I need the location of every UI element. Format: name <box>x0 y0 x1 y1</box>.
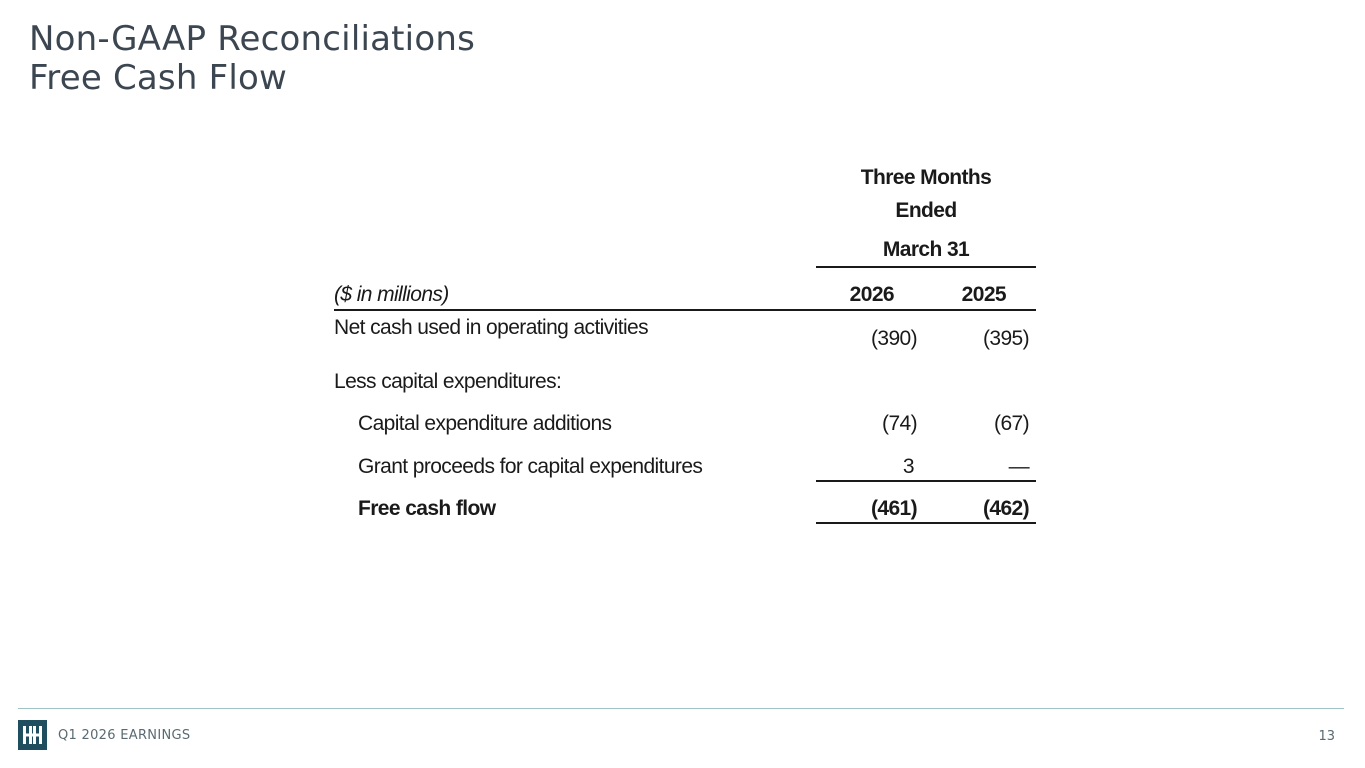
total-rule <box>816 522 1036 524</box>
footer-divider <box>18 708 1344 709</box>
subtotal-rule <box>816 480 1036 482</box>
row-label-free-cash-flow: Free cash flow <box>358 497 496 520</box>
slide-title-line2: Free Cash Flow <box>29 58 288 98</box>
cell-net-cash-operating-2026: (390) <box>870 327 917 350</box>
cell-net-cash-operating-2025: (395) <box>982 327 1029 350</box>
cell-grant-proceeds-2026: 3 <box>902 455 914 478</box>
footer-label: Q1 2026 EARNINGS <box>58 728 191 743</box>
row-label-capex-additions: Capital expenditure additions <box>358 412 612 435</box>
period-header-line2: Ended <box>895 199 957 222</box>
row-label-grant-proceeds: Grant proceeds for capital expenditures <box>358 455 703 478</box>
cell-free-cash-flow-2025: (462) <box>982 497 1029 520</box>
cell-capex-additions-2026: (74) <box>882 412 917 435</box>
row-label-less-capex: Less capital expenditures: <box>334 370 562 393</box>
period-header-rule <box>816 266 1036 268</box>
period-header-line3: March 31 <box>882 238 970 261</box>
slide-title <box>29 20 475 98</box>
units-label: ($ in millions) <box>334 283 449 306</box>
period-header-line1: Three Months <box>860 166 992 189</box>
row-label-net-cash-operating: Net cash used in operating activities <box>334 316 648 339</box>
column-header-rule <box>334 309 1036 311</box>
cell-grant-proceeds-2025: — <box>1008 455 1029 478</box>
page-number: 13 <box>1318 729 1335 744</box>
cell-capex-additions-2025: (67) <box>994 412 1029 435</box>
cell-free-cash-flow-2026: (461) <box>870 497 917 520</box>
slide-title-line1: Non-GAAP Reconciliations <box>29 19 475 59</box>
hh-logo-icon <box>18 720 47 750</box>
column-header-2026: 2026 <box>849 283 894 306</box>
column-header-2025: 2025 <box>961 283 1006 306</box>
